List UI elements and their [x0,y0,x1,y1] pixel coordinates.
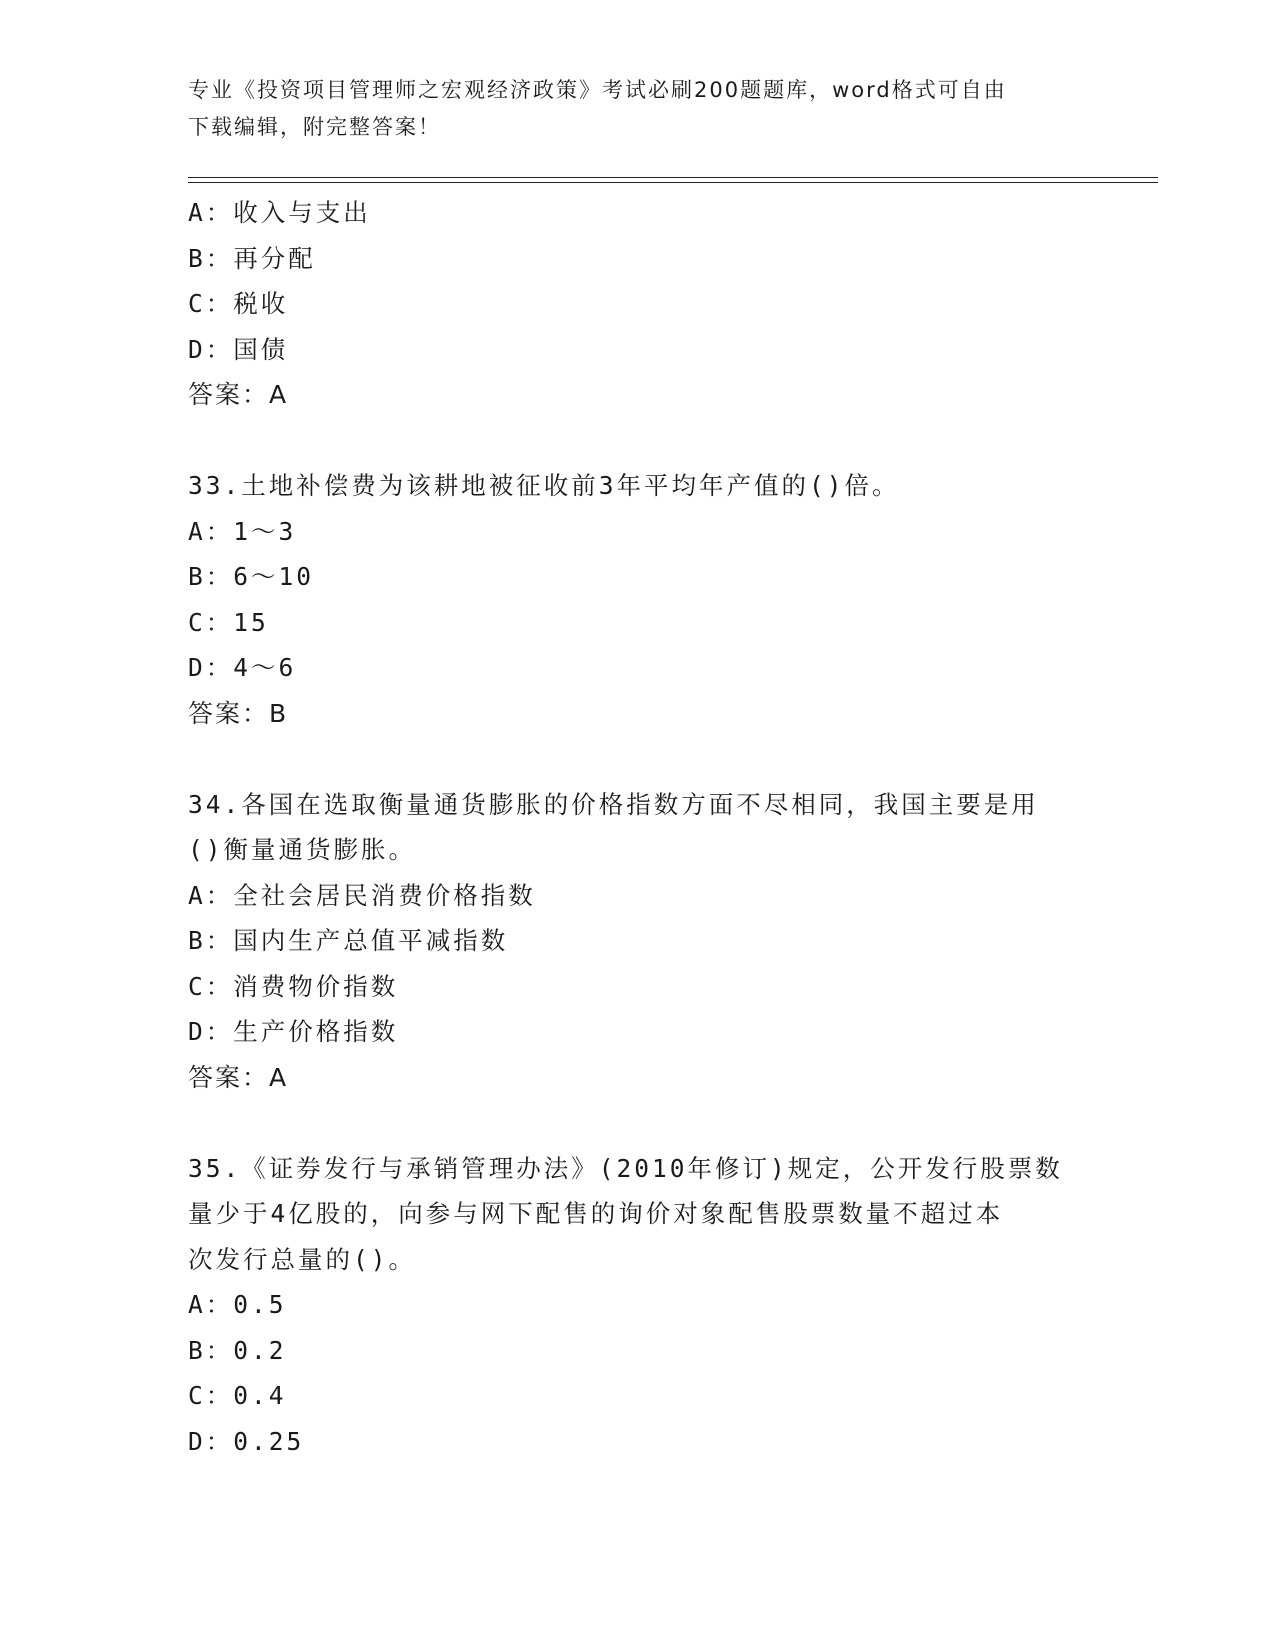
option-a: A：收入与支出 [188,198,371,227]
option-d: D：4～6 [188,653,297,682]
option-d: D：0.25 [188,1426,305,1456]
answer-label: 答案：A [188,380,289,409]
question-32-block [188,190,1088,418]
option-c: C：15 [188,607,269,637]
option-b: B：再分配 [188,243,316,273]
option-b: B：0.2 [188,1335,287,1365]
header-divider-top [188,177,1158,178]
question-35-block [188,1146,1088,1465]
question-list [188,190,1088,1464]
option-a: A：1～3 [188,516,297,546]
document-header [188,72,1088,146]
question-text-line-2: ()衡量通货膨胀。 [188,835,416,864]
answer-label: 答案：B [188,698,289,728]
question-text: 33.土地补偿费为该耕地被征收前3年平均年产值的()倍。 [188,471,900,500]
question-text-line-1: 34.各国在选取衡量通货膨胀的价格指数方面不尽相同，我国主要是用 [188,789,1039,819]
question-33-block [188,463,1088,736]
question-34-block [188,782,1088,1101]
option-c: C：0.4 [188,1381,287,1410]
header-divider-bottom [188,182,1158,183]
option-d: D：生产价格指数 [188,1017,399,1046]
question-text-line-1: 35.《证券发行与承销管理办法》(2010年修订)规定，公开发行股票数 [188,1153,1063,1183]
question-text-line-2: 量少于4亿股的，向参与网下配售的询价对象配售股票数量不超过本 [188,1199,1004,1228]
option-c: C：消费物价指数 [188,971,399,1001]
answer-label: 答案：A [188,1062,289,1092]
option-b: B：国内生产总值平减指数 [188,926,509,955]
option-a: A：0.5 [188,1290,287,1319]
option-c: C：税收 [188,289,289,318]
option-d: D：国债 [188,334,289,364]
header-line-1: 专业《投资项目管理师之宏观经济政策》考试必刷200题题库，word格式可自由 [188,78,1007,102]
option-b: B：6～10 [188,562,315,591]
option-a: A：全社会居民消费价格指数 [188,880,536,910]
question-text-line-3: 次发行总量的()。 [188,1244,416,1274]
header-line-2: 下载编辑，附完整答案！ [188,115,441,139]
